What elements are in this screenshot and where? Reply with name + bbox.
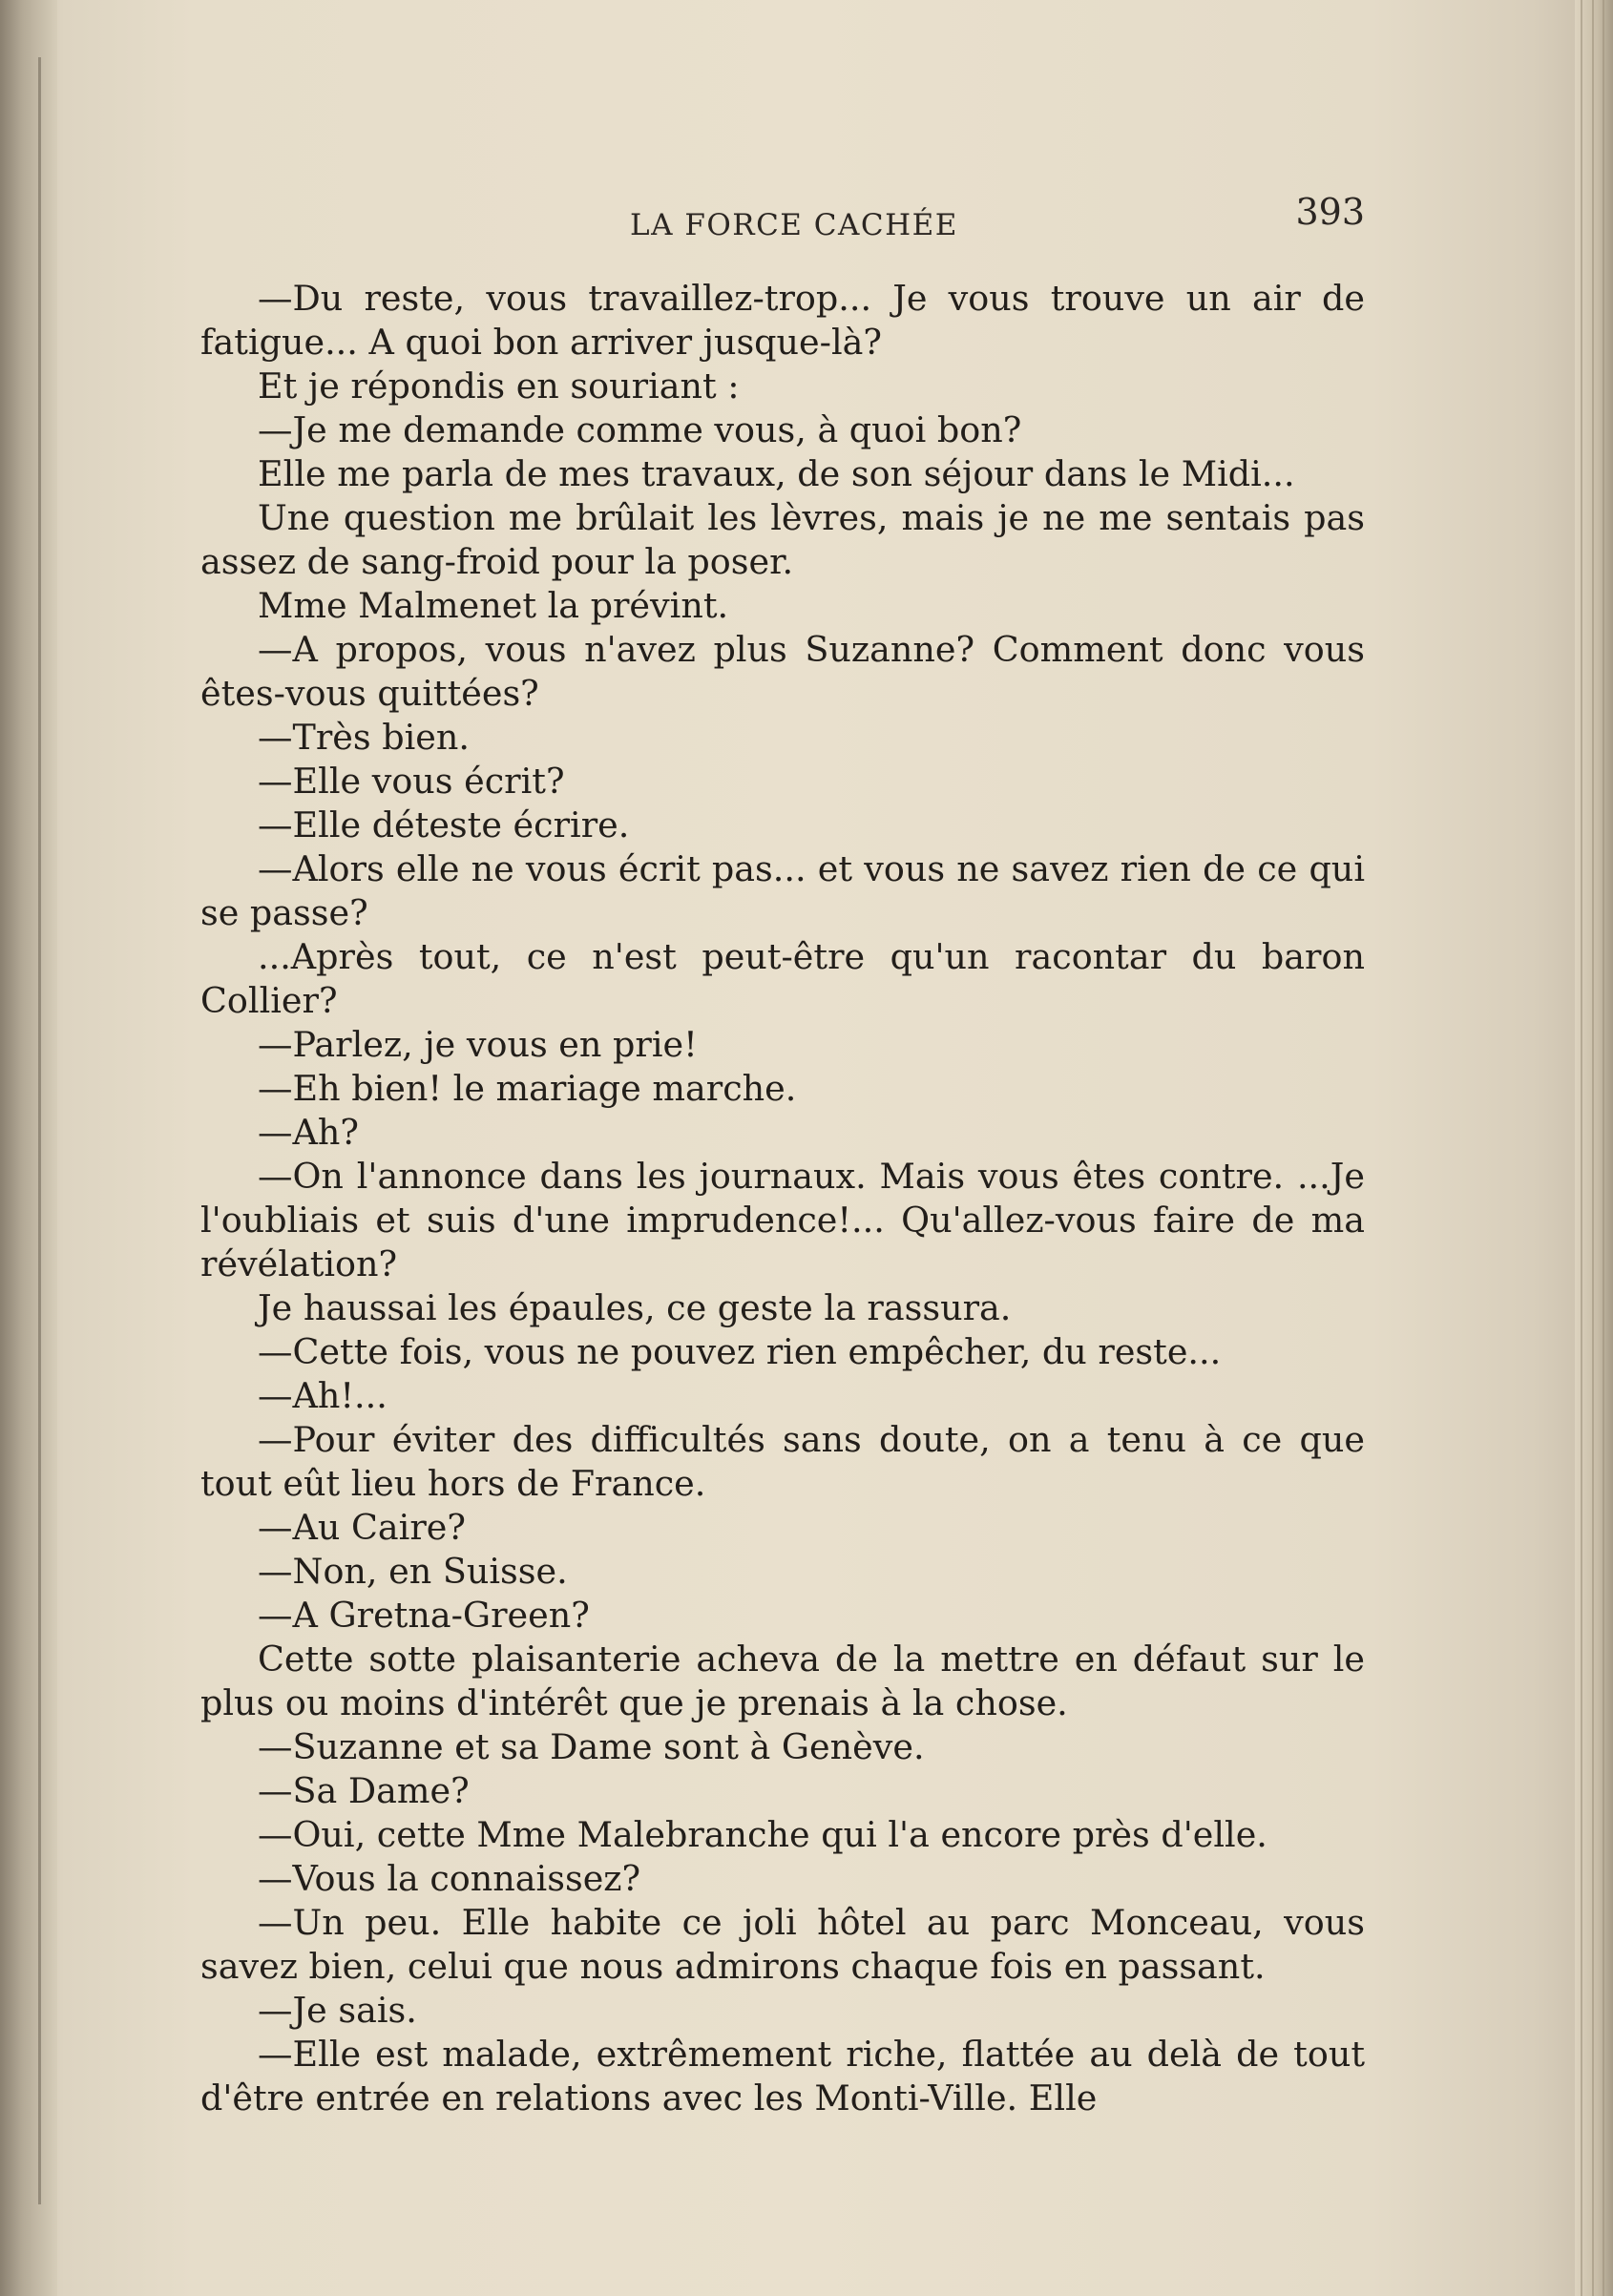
paragraph: —Ah?	[258, 1112, 359, 1153]
page-edge-line	[1603, 0, 1604, 2296]
paragraph: —Elle est malade, extrêmement riche, flattée au delà de tout d'être entrée en relations avec les Monti-Ville. Elle	[200, 2034, 1365, 2119]
paragraph: —Non, en Suisse.	[258, 1551, 568, 1592]
paragraph: —Alors elle ne vous écrit pas... et vous ne savez rien de ce qui se passe?	[200, 848, 1365, 933]
page-stack-edge	[1575, 0, 1613, 2296]
paragraph: —Parlez, je vous en prie!	[258, 1024, 698, 1065]
paragraph: —Je me demande comme vous, à quoi bon?	[258, 409, 1022, 450]
paragraph: Elle me parla de mes travaux, de son séjour dans le Midi...	[258, 453, 1295, 494]
page-edge-line	[1581, 0, 1582, 2296]
book-gutter	[0, 0, 57, 2296]
paragraph: —A propos, vous n'avez plus Suzanne? Comment donc vous êtes-vous quittées?	[200, 629, 1365, 714]
paragraph: Je haussai les épaules, ce geste la rassura.	[258, 1287, 1012, 1328]
paragraph: —On l'annonce dans les journaux. Mais vous êtes contre. ...Je l'oubliais et suis d'une imprudence!... Qu'allez-vous faire de ma révélation?	[200, 1156, 1365, 1284]
page-header	[220, 191, 1365, 267]
paragraph: ...Après tout, ce n'est peut-être qu'un racontar du baron Collier?	[200, 936, 1365, 1021]
paragraph: Cette sotte plaisanterie acheva de la mettre en défaut sur le plus ou moins d'intérêt que je prenais à la chose.	[200, 1639, 1365, 1723]
paragraph: —Cette fois, vous ne pouvez rien empêcher, du reste...	[258, 1331, 1222, 1372]
running-title: LA FORCE CACHÉE	[630, 208, 958, 242]
page-edge-line	[1592, 0, 1594, 2296]
paragraph: —Elle vous écrit?	[258, 761, 565, 802]
paragraph: —Un peu. Elle habite ce joli hôtel au parc Monceau, vous savez bien, celui que nous admirons chaque fois en passant.	[200, 1902, 1365, 1987]
paragraph: Une question me brûlait les lèvres, mais je ne me sentais pas assez de sang-froid pour la poser.	[200, 497, 1365, 582]
paragraph: —Vous la connaissez?	[258, 1858, 641, 1899]
gutter-fold-line	[38, 57, 41, 2204]
paragraph: —Elle déteste écrire.	[258, 804, 630, 845]
paragraph: —Eh bien! le mariage marche.	[258, 1068, 797, 1109]
paragraph: —Ah!...	[258, 1375, 388, 1416]
paragraph: Mme Malmenet la prévint.	[258, 585, 729, 626]
paragraph: —A Gretna-Green?	[258, 1595, 590, 1636]
paragraph: Et je répondis en souriant :	[258, 365, 740, 407]
paragraph: —Très bien.	[258, 717, 470, 758]
paragraph: —Pour éviter des difficultés sans doute, on a tenu à ce que tout eût lieu hors de France.	[200, 1419, 1365, 1504]
page-number: 393	[1295, 191, 1365, 233]
paragraph: —Du reste, vous travaillez-trop... Je vous trouve un air de fatigue... A quoi bon arriver jusque-là?	[200, 278, 1365, 363]
paragraph: —Oui, cette Mme Malebranche qui l'a encore près d'elle.	[258, 1814, 1267, 1855]
body-text	[200, 277, 1365, 2120]
paragraph: —Sa Dame?	[258, 1770, 470, 1811]
paragraph: —Au Caire?	[258, 1507, 466, 1548]
paragraph: —Suzanne et sa Dame sont à Genève.	[258, 1726, 925, 1767]
paragraph: —Je sais.	[258, 1990, 417, 2031]
